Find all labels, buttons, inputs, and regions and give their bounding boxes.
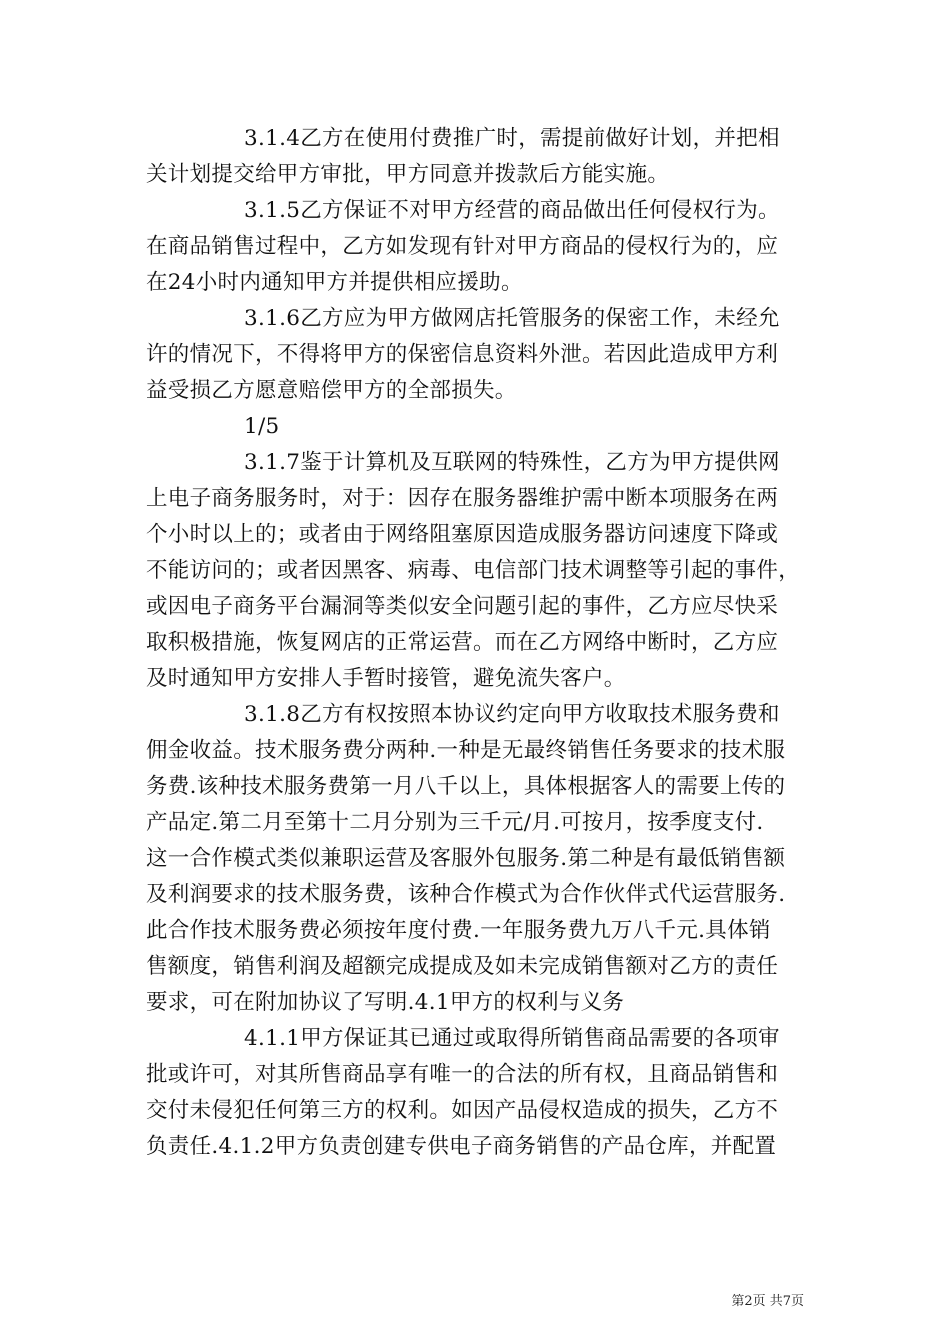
text-line: 关计划提交给甲方审批，甲方同意并拨款后方能实施。 — [146, 162, 670, 187]
text-line: 及时通知甲方安排人手暂时接管，避免流失客户。 — [146, 666, 626, 691]
text-line: 这一合作模式类似兼职运营及客服外包服务.第二种是有最低销售额 — [146, 846, 786, 871]
text-line: 及利润要求的技术服务费，该种合作模式为合作伙伴式代运营服务. — [146, 882, 786, 907]
text-line: 3.1.4乙方在使用付费推广时，需提前做好计划，并把相 — [244, 126, 780, 151]
text-line: 要求，可在附加协议了写明.4.1甲方的权利与义务 — [146, 990, 625, 1015]
text-line: 此合作技术服务费必须按年度付费.一年服务费九万八千元.具体销 — [146, 918, 771, 943]
text-line: 3.1.6乙方应为甲方做网店托管服务的保密工作，未经允 — [244, 306, 780, 331]
text-line: 3.1.7鉴于计算机及互联网的特殊性，乙方为甲方提供网 — [244, 450, 780, 475]
text-line: 在商品销售过程中，乙方如发现有针对甲方商品的侵权行为的，应 — [146, 234, 779, 259]
text-line: 佣金收益。技术服务费分两种.一种是无最终销售任务要求的技术服 — [146, 738, 786, 763]
text-line: 批或许可，对其所售商品享有唯一的合法的所有权，且商品销售和 — [146, 1062, 779, 1087]
text-line: 不能访问的；或者因黑客、病毒、电信部门技术调整等引起的事件， — [146, 558, 801, 583]
text-line: 售额度，销售利润及超额完成提成及如未完成销售额对乙方的责任 — [146, 954, 779, 979]
text-line: 3.1.5乙方保证不对甲方经营的商品做出任何侵权行为。 — [244, 198, 780, 223]
page-number-footer: 第2页 共7页 — [731, 1294, 804, 1309]
text-line: 取积极措施，恢复网店的正常运营。而在乙方网络中断时，乙方应 — [146, 630, 779, 655]
text-line: 益受损乙方愿意赔偿甲方的全部损失。 — [146, 378, 517, 403]
text-line: 负责任.4.1.2甲方负责创建专供电子商务销售的产品仓库，并配置 — [146, 1134, 777, 1159]
text-line: 交付未侵犯任何第三方的权利。如因产品侵权造成的损失，乙方不 — [146, 1098, 779, 1123]
text-line: 上电子商务服务时，对于：因存在服务器维护需中断本项服务在两 — [146, 486, 779, 511]
text-line: 在24小时内通知甲方并提供相应援助。 — [146, 270, 523, 295]
text-line: 产品定.第二月至第十二月分别为三千元/月.可按月，按季度支付. — [146, 810, 764, 835]
text-line: 许的情况下，不得将甲方的保密信息资料外泄。若因此造成甲方利 — [146, 342, 779, 367]
text-line: 务费.该种技术服务费第一月八千以上，具体根据客人的需要上传的 — [146, 774, 786, 799]
page-fraction: 1/5 — [244, 414, 280, 439]
text-line: 4.1.1甲方保证其已通过或取得所销售商品需要的各项审 — [244, 1026, 780, 1051]
text-line: 个小时以上的；或者由于网络阻塞原因造成服务器访问速度下降或 — [146, 522, 779, 547]
text-line: 或因电子商务平台漏洞等类似安全问题引起的事件，乙方应尽快采 — [146, 594, 779, 619]
text-line: 3.1.8乙方有权按照本协议约定向甲方收取技术服务费和 — [244, 702, 780, 727]
